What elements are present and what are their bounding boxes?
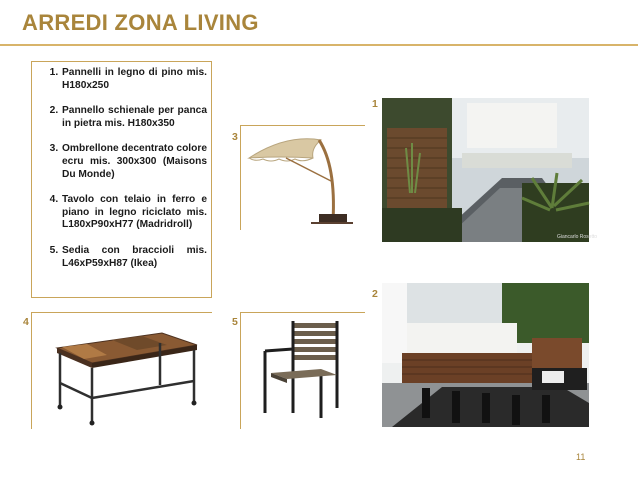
list-item: 3. Ombrellone decentrato colore ecru mis. 300x300 (Maisons Du Monde) <box>61 143 207 181</box>
label-1: 1 <box>372 98 378 110</box>
photo-table-frame <box>31 312 212 429</box>
list-item: 2. Pannello schienale per panca in pietra mis. H180x350 <box>61 105 207 130</box>
label-4: 4 <box>23 316 29 328</box>
list-item: 1. Pannelli in legno di pino mis. H180x250 <box>61 67 207 92</box>
label-3: 3 <box>232 131 238 143</box>
page-title: ARREDI ZONA LIVING <box>22 10 259 35</box>
furniture-list-box <box>31 61 212 298</box>
photo-chair-frame <box>240 312 365 429</box>
label-2: 2 <box>372 288 378 300</box>
furniture-list <box>32 62 211 270</box>
page-number: 11 <box>576 452 586 462</box>
chair-image <box>241 313 366 430</box>
title-underline <box>0 44 638 46</box>
photo-garden-wood-panels <box>382 98 598 242</box>
table-image <box>32 313 213 430</box>
list-item: 4. Tavolo con telaio in ferro e piano in legno riciclato mis. L180xP90xH77 (Madridroll) <box>61 194 207 232</box>
list-item: 5. Sedia con braccioli mis. L46xP59xH87 (Ikea) <box>61 245 207 270</box>
photo-terrace <box>382 283 589 427</box>
umbrella-image <box>241 126 366 231</box>
watermark: Giancarlo Rosetto <box>557 234 598 240</box>
photo-umbrella-frame <box>240 125 365 230</box>
label-5: 5 <box>232 316 238 328</box>
